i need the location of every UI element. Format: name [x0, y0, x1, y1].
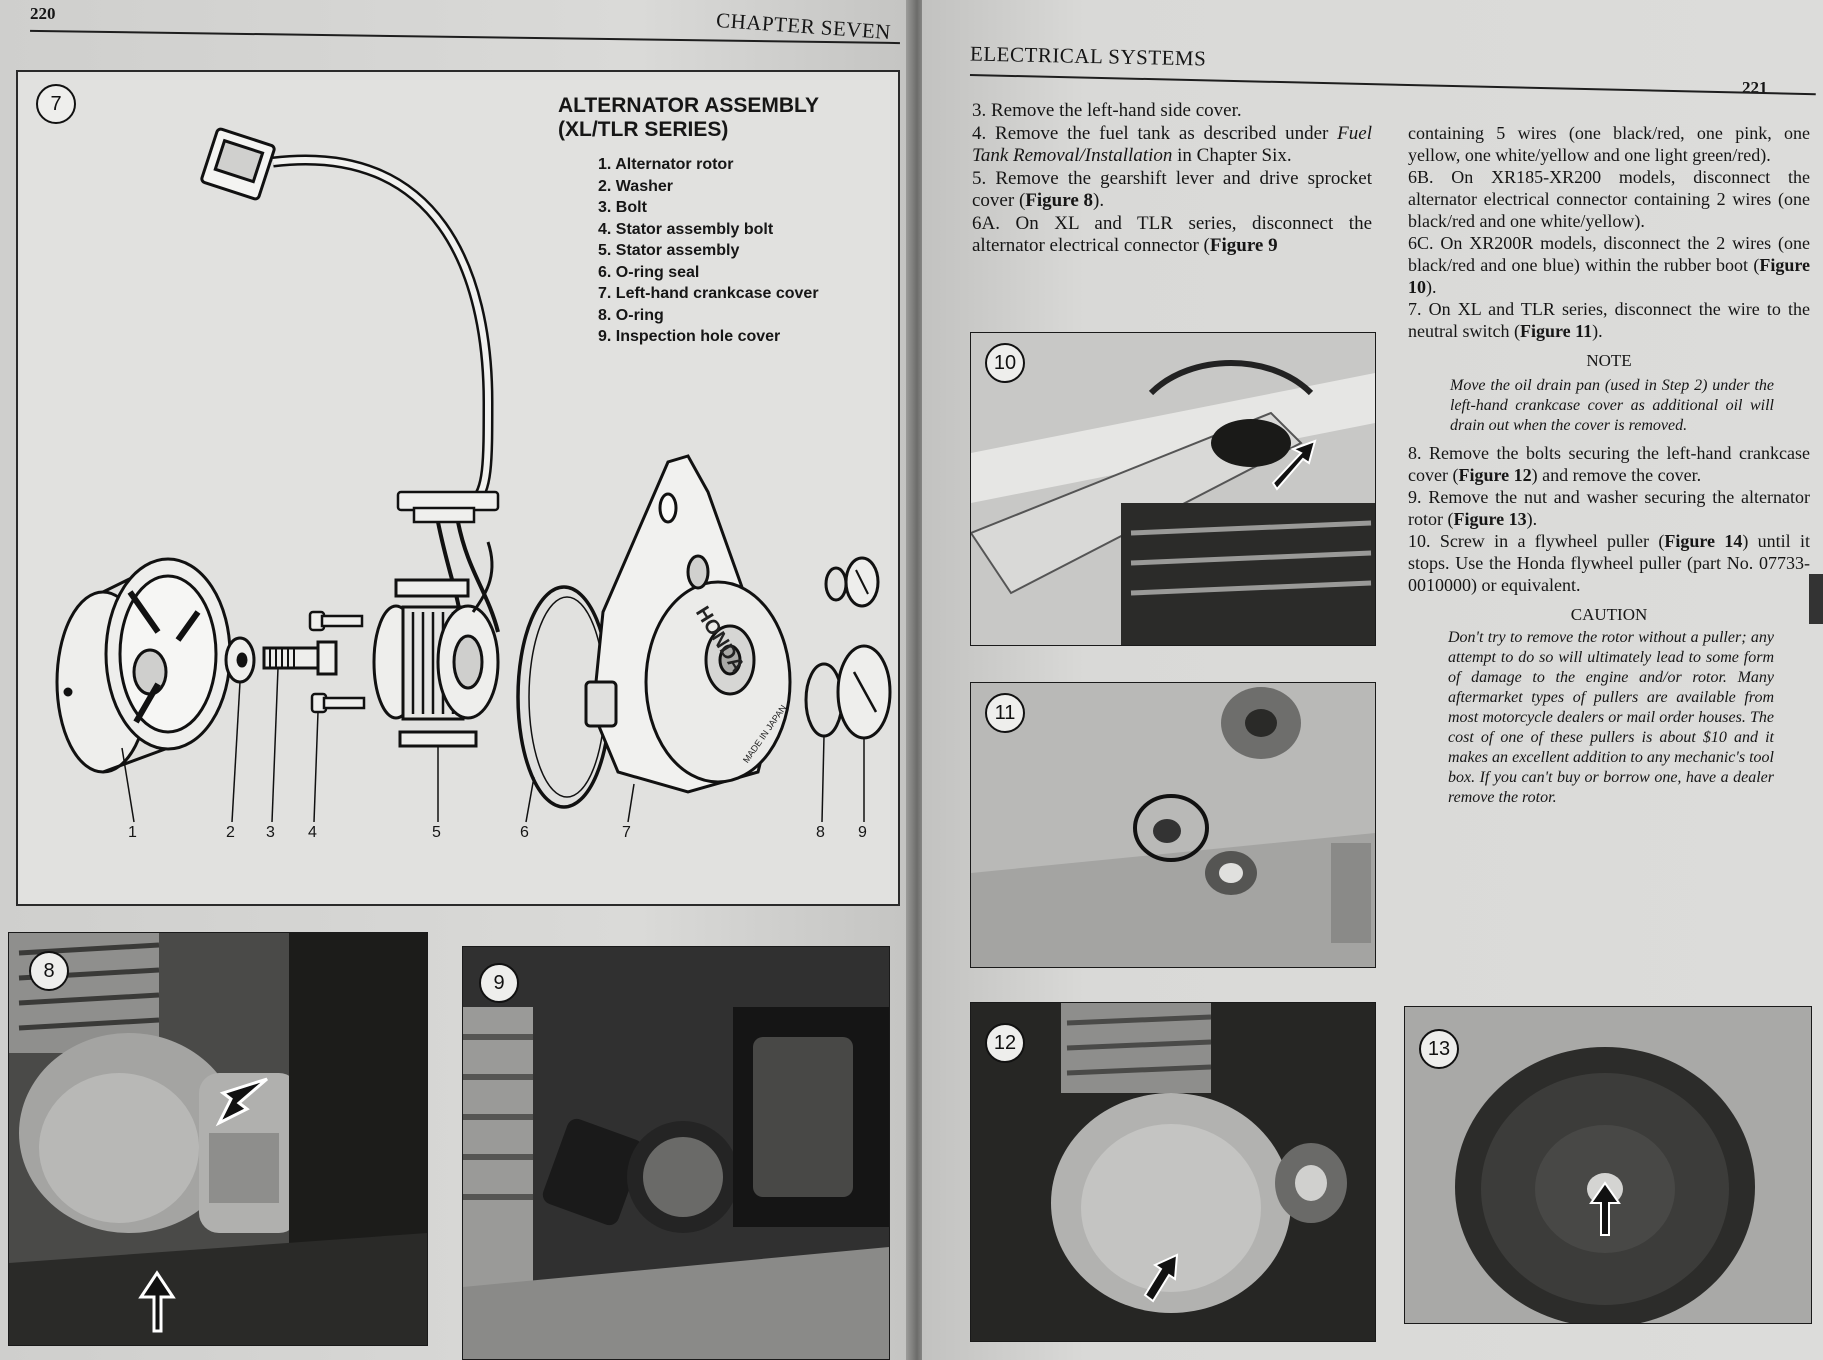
figure-7-title	[558, 94, 888, 142]
legend-item: 4. Stator assembly bolt	[598, 220, 774, 238]
legend-item: 2. Washer	[598, 177, 673, 195]
figure-13-photo	[1404, 1006, 1812, 1324]
callout-7: 7	[622, 824, 631, 841]
wire-harness	[273, 160, 488, 502]
step-4: 4. Remove the fuel tank as described under Fuel Tank Removal/Installation in Chapter Six.	[972, 122, 1372, 166]
legend-item: 1. Alternator rotor	[598, 156, 734, 173]
note-heading: NOTE	[1586, 351, 1632, 370]
step-8: 8. Remove the bolts securing the left-hand crankcase cover (Figure 12) and remove the cover.	[1408, 443, 1810, 485]
callout-9: 9	[858, 824, 867, 841]
figure-number-7: 7	[36, 84, 76, 124]
caution-text: Don't try to remove the rotor without a puller; any attempt to do so will ultimately lead to some form of damage to the engine and/or rotor. Many aftermarket types of pullers are available from most motorcycle dealers or mail order houses. The cost of one of these pullers is about $10 and it makes an excellent addition to any mechanic's tool box. If you can't buy or borrow one, have a dealer remove the rotor.	[1448, 629, 1774, 806]
figure-9-photo	[462, 946, 890, 1360]
callout-3: 3	[266, 824, 275, 841]
figure-7-title-line2: (XL/TLR SERIES)	[558, 118, 729, 141]
alternator-rotor	[57, 559, 230, 772]
header-rule-right	[970, 74, 1816, 95]
step-6a-continued: containing 5 wires (one black/red, one pink, one yellow, one white/yellow and one light green/red).	[1408, 123, 1810, 165]
washer	[226, 638, 254, 682]
callout-1: 1	[128, 824, 137, 841]
legend-item: 3. Bolt	[598, 199, 647, 216]
callout-6: 6	[520, 824, 529, 841]
figure-7-alternator-assembly	[16, 70, 900, 906]
step-5: 5. Remove the gearshift lever and drive sprocket cover (Figure 8).	[972, 167, 1372, 211]
step-3: 3. Remove the left-hand side cover.	[972, 100, 1242, 121]
text-column-1	[972, 100, 1372, 258]
figure-11-photo	[970, 682, 1376, 968]
step-6b: 6B. On XR185-XR200 models, disconnect the alternator electrical connector containing 2 wires (one black/red and one white/yellow).	[1408, 167, 1810, 231]
step-9: 9. Remove the nut and washer securing the alternator rotor (Figure 13).	[1408, 487, 1810, 529]
legend-item: 7. Left-hand crankcase cover	[598, 285, 819, 302]
figure-12-photo	[970, 1002, 1376, 1342]
callout-4: 4	[308, 824, 317, 841]
note-text: Move the oil drain pan (used in Step 2) under the left-hand crankcase cover as additional oil will drain out when the cover is removed.	[1450, 377, 1774, 434]
cover-logo-text: HONDA	[691, 602, 749, 677]
running-head-right: ELECTRICAL SYSTEMS	[969, 41, 1207, 71]
inspection-hole-covers	[838, 558, 890, 738]
step-6a: 6A. On XL and TLR series, disconnect the alternator electrical connector (Figure 9	[972, 212, 1372, 256]
right-page	[922, 0, 1823, 1360]
figure-10-photo	[970, 332, 1376, 646]
cover-made-text: MADE IN JAPAN	[740, 703, 789, 765]
chapter-thumb-tab	[1809, 574, 1823, 624]
page-number-left: 220	[30, 4, 56, 23]
figure-number-10: 10	[985, 343, 1025, 383]
callout-2: 2	[226, 824, 235, 841]
bolt	[264, 642, 336, 674]
legend-item: 5. Stator assembly	[598, 242, 740, 259]
figure-number-9: 9	[479, 963, 519, 1003]
callout-5: 5	[432, 824, 441, 841]
step-7: 7. On XL and TLR series, disconnect the wire to the neutral switch (Figure 11).	[1408, 299, 1810, 341]
figure-number-13: 13	[1419, 1029, 1459, 1069]
stator-assembly	[374, 542, 498, 746]
legend-item: 9. Inspection hole cover	[598, 328, 781, 345]
legend-item: 8. O-ring	[598, 306, 664, 324]
figure-7-title-line1: ALTERNATOR ASSEMBLY	[558, 94, 819, 117]
callout-8: 8	[816, 824, 825, 841]
running-head-left: CHAPTER SEVEN	[715, 7, 892, 45]
wire-connector	[201, 128, 275, 200]
legend-item: 6. O-ring seal	[598, 263, 700, 281]
figure-number-8: 8	[29, 951, 69, 991]
step-6c: 6C. On XR200R models, disconnect the 2 wires (one black/red and one blue) within the rubber boot (Figure 10).	[1408, 233, 1810, 297]
step-10: 10. Screw in a flywheel puller (Figure 14) until it stops. Use the Honda flywheel puller (part No. 07733-0010000) or equivalent.	[1408, 531, 1810, 595]
figure-7-legend	[598, 154, 819, 348]
figure-8-photo	[8, 932, 428, 1346]
figure-number-12: 12	[985, 1023, 1025, 1063]
page-number-right: 221	[1742, 78, 1768, 97]
figure-number-11: 11	[985, 693, 1025, 733]
caution-heading: CAUTION	[1570, 605, 1648, 624]
text-column-2	[1408, 122, 1810, 808]
